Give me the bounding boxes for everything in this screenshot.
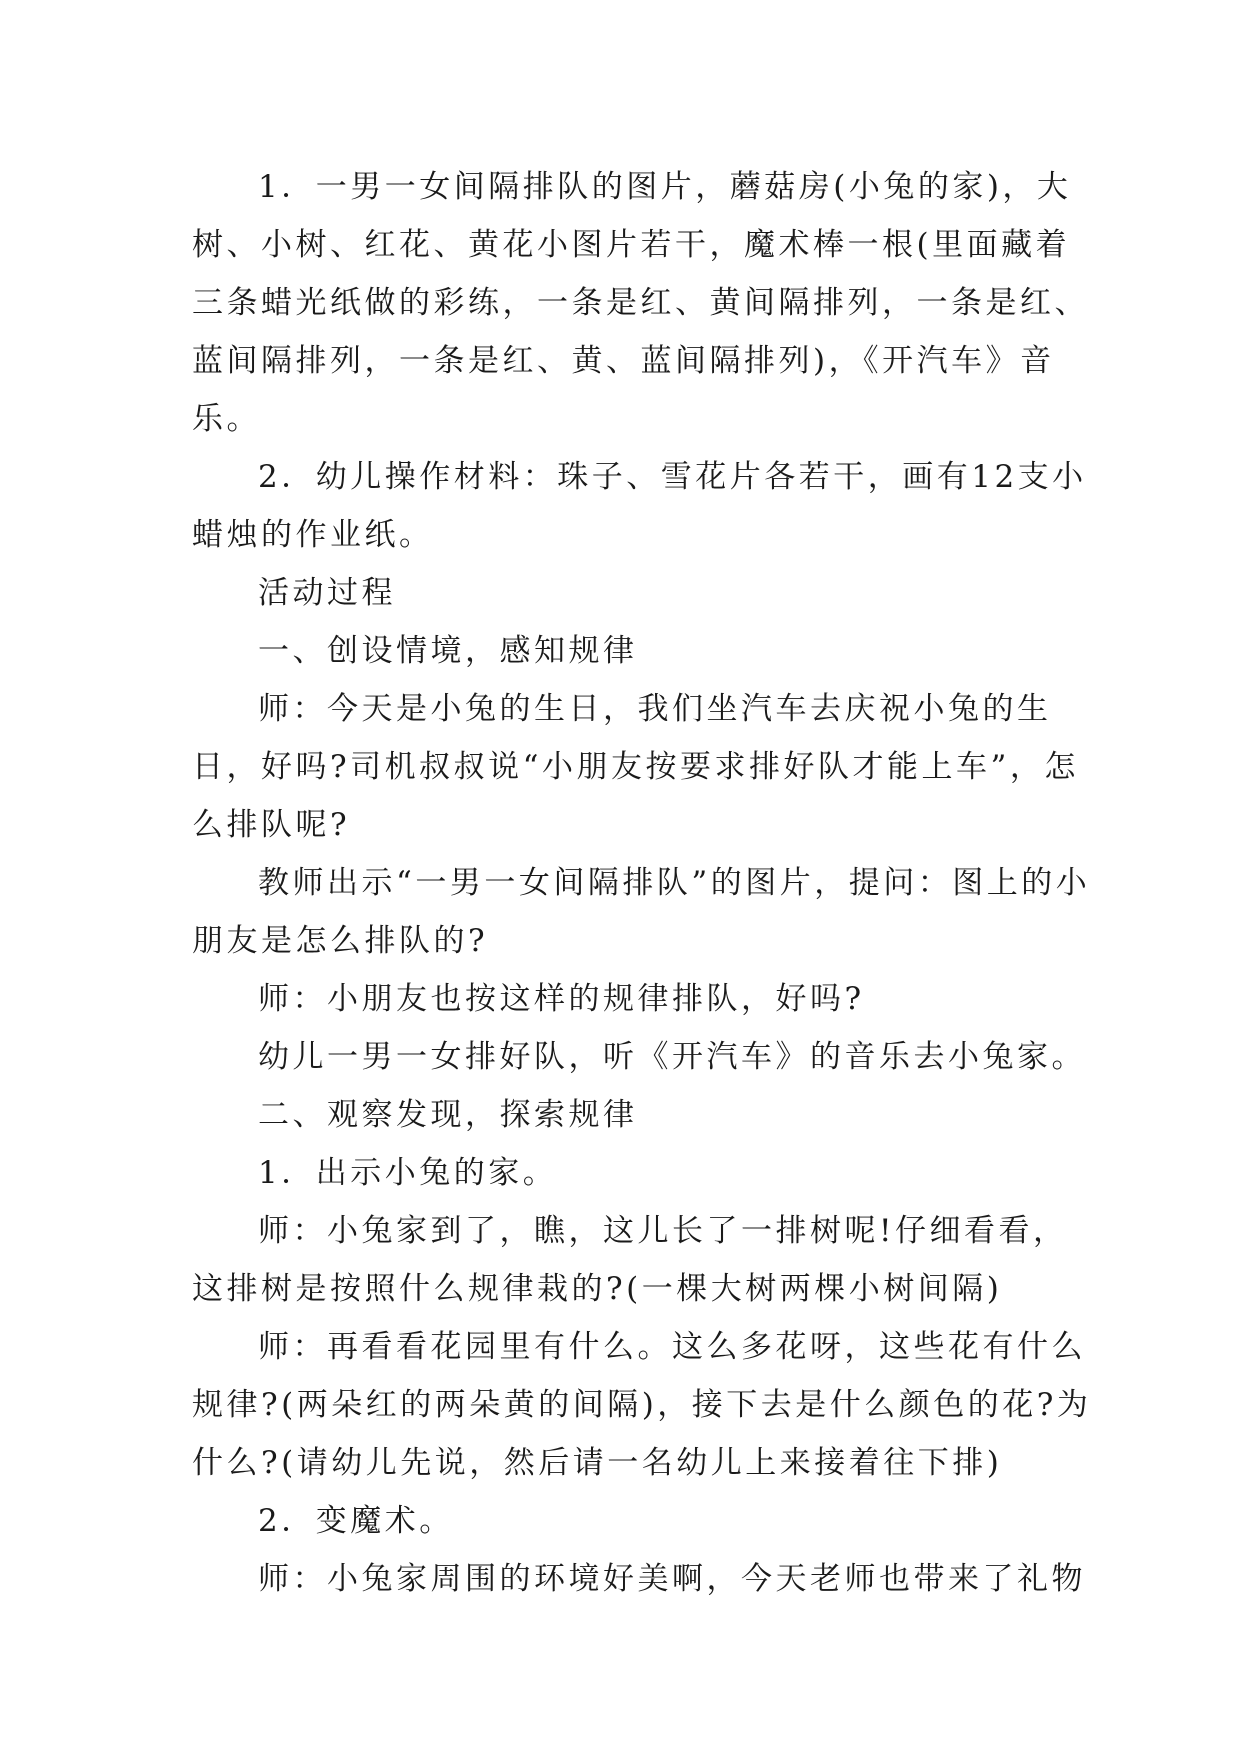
paragraph-step-2: 2．变魔术。 xyxy=(258,1503,454,1539)
paragraph-teacher-gift: 师：小兔家周围的环境好美啊，今天老师也带来了礼物 xyxy=(258,1561,1086,1597)
paragraph-teacher-flowers: 师：再看看花园里有什么。这么多花呀，这些花有什么规律?(两朵红的两朵黄的间隔)，接下去是什么颜色的花?为什么?(请幼儿先说，然后请一名幼儿上来接着往下排) xyxy=(192,1329,1092,1481)
paragraph-teacher-intro: 师：今天是小兔的生日，我们坐汽车去庆祝小兔的生日，好吗?司机叔叔说“小朋友按要求排好队才能上车”，怎么排队呢? xyxy=(192,691,1079,843)
section-heading-activity-process: 活动过程 xyxy=(258,575,396,611)
paragraph-teacher-shows-picture: 教师出示“一男一女间隔排队”的图片，提问：图上的小朋友是怎么排队的? xyxy=(192,865,1091,959)
paragraph-materials-2: 2．幼儿操作材料：珠子、雪花片各若干，画有12支小蜡烛的作业纸。 xyxy=(192,459,1087,553)
paragraph-children-line-up: 幼儿一男一女排好队，听《开汽车》的音乐去小兔家。 xyxy=(258,1039,1086,1075)
section-heading-part-one: 一、创设情境，感知规律 xyxy=(258,633,638,669)
paragraph-teacher-trees: 师：小兔家到了，瞧，这儿长了一排树呢!仔细看看，这排树是按照什么规律栽的?(一棵大树两棵小树间隔) xyxy=(192,1213,1068,1307)
paragraph-teacher-line-up: 师：小朋友也按这样的规律排队，好吗? xyxy=(258,981,865,1017)
paragraph-materials-1: 1．一男一女间隔排队的图片，蘑菇房(小兔的家)，大树、小树、红花、黄花小图片若干，魔术棒一根(里面藏着三条蜡光纸做的彩练，一条是红、黄间隔排列，一条是红、蓝间隔排列，一条是红、黄、蓝间隔排列)，《开汽车》音乐。 xyxy=(192,169,1089,437)
paragraph-step-1: 1．出示小兔的家。 xyxy=(258,1155,558,1191)
section-heading-part-two: 二、观察发现，探索规律 xyxy=(258,1097,638,1133)
document-body xyxy=(192,158,1092,1608)
